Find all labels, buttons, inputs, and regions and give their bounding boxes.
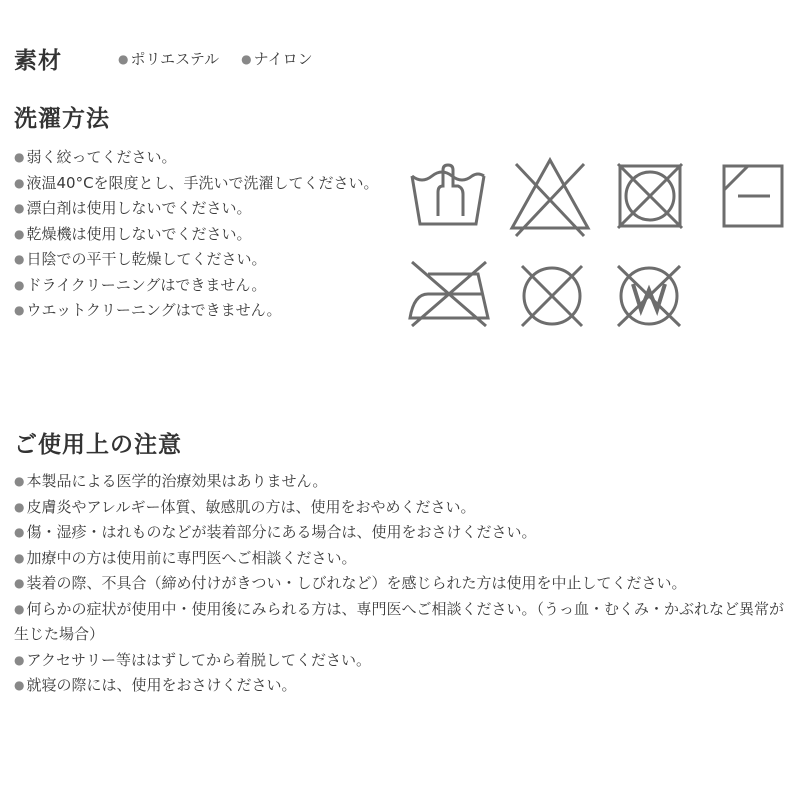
list-item: ● ドライクリーニングはできません。: [14, 273, 394, 299]
list-item: ● 傷・湿疹・はれものなどが装着部分にある場合は、使用をおさけください。: [14, 520, 784, 546]
list-item: ● 弱く絞ってください。: [14, 145, 394, 171]
caution-title: ご使用上の注意: [14, 432, 182, 458]
no-bleach-icon: [508, 154, 592, 238]
list-item: ● 加療中の方は使用前に専門医へご相談ください。: [14, 546, 784, 572]
list-item: ● 就寝の際には、使用をおさけください。: [14, 673, 784, 699]
no-iron-icon: [406, 260, 492, 330]
list-item: ● 装着の際、不具合（締め付けがきつい・しびれなど）を感じられた方は使用を中止してください。: [14, 571, 784, 597]
list-item: ● 液温40°Cを限度とし、手洗いで洗濯してください。: [14, 171, 394, 197]
care-symbols: [400, 150, 790, 340]
flat-dry-shade-icon: [718, 160, 786, 232]
material-item: ● ナイロン: [241, 48, 312, 69]
list-item: ● ウエットクリーニングはできません。: [14, 298, 394, 324]
hand-wash-icon: [408, 162, 488, 230]
material-item: ● ポリエステル: [118, 48, 219, 69]
list-item: ● 本製品による医学的治療効果はありません。: [14, 469, 784, 495]
list-item: ● 漂白剤は使用しないでください。: [14, 196, 394, 222]
material-title: 素材: [14, 48, 62, 74]
list-item: ● 日陰での平干し乾燥してください。: [14, 247, 394, 273]
caution-list: [14, 469, 784, 699]
washing-title: 洗濯方法: [14, 106, 110, 132]
no-wet-clean-icon: [612, 260, 686, 332]
list-item: ● アクセサリー等ははずしてから着脱してください。: [14, 648, 784, 674]
no-dry-clean-icon: [516, 260, 588, 332]
material-list: [118, 48, 313, 69]
no-tumble-dry-icon: [614, 160, 686, 232]
list-item: ● 乾燥機は使用しないでください。: [14, 222, 394, 248]
list-item: ● 皮膚炎やアレルギー体質、敏感肌の方は、使用をおやめください。: [14, 495, 784, 521]
list-item: ● 何らかの症状が使用中・使用後にみられる方は、専門医へご相談ください。（うっ血・むくみ・かぶれなど異常が生じた場合）: [14, 597, 784, 648]
washing-list: [14, 145, 394, 324]
